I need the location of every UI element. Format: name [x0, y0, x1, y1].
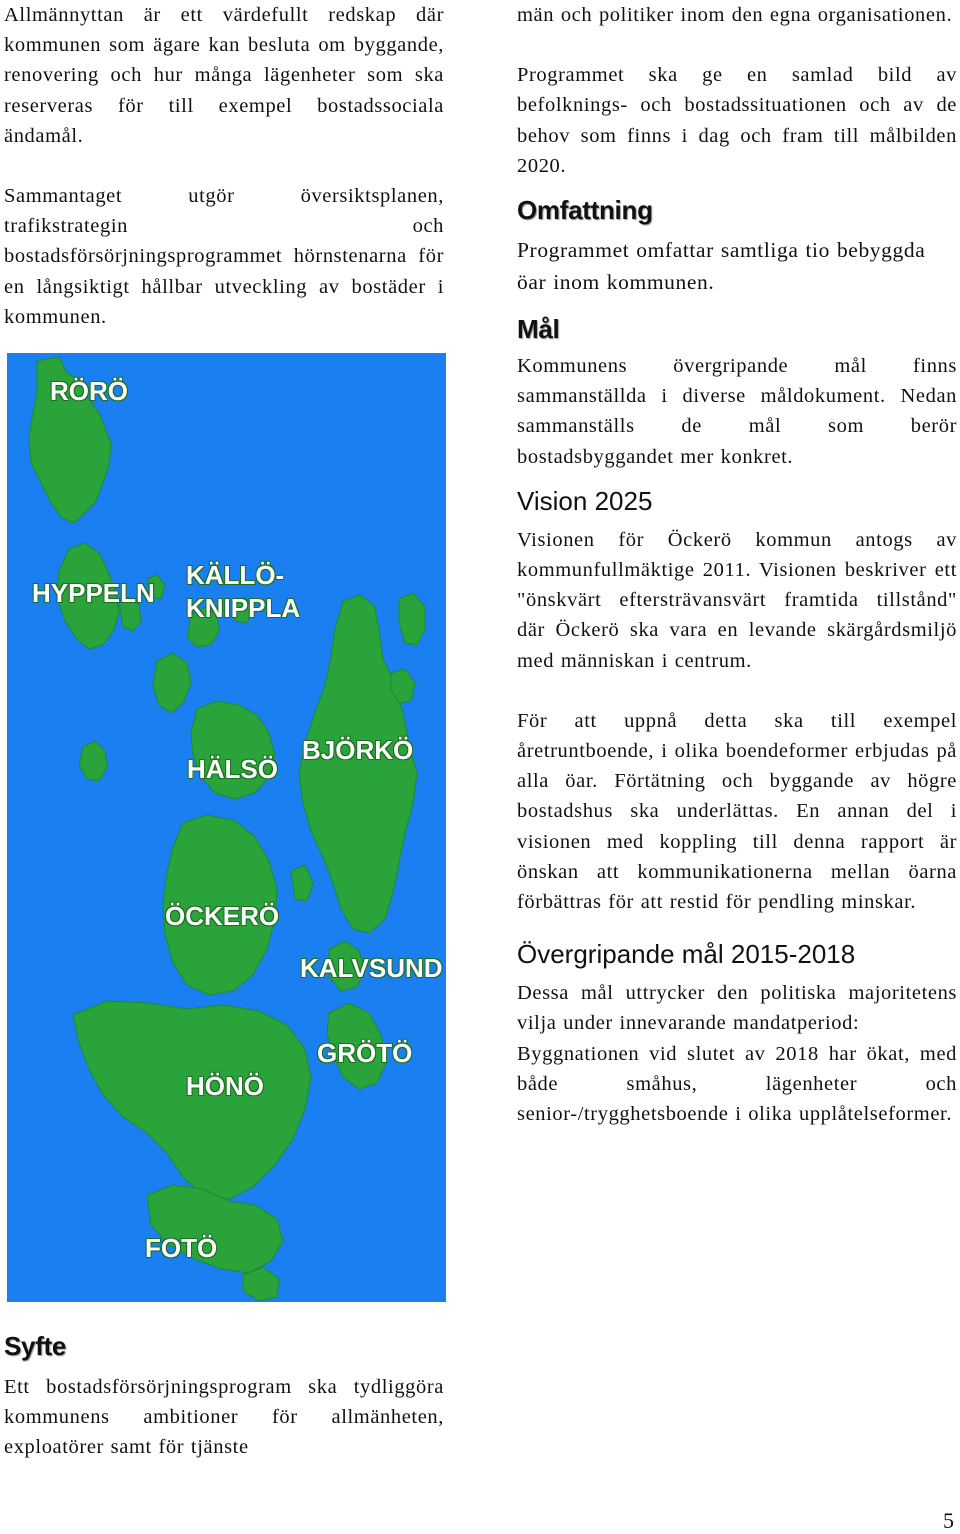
map-label-kallo-line2: KNIPPLA	[186, 593, 301, 623]
intro-paragraph-allmannyttan: Allmännyttan är ett värdefullt redskap där kommunen som ägare kan besluta om byggande, renovering och hur många lägenheter som ska reserveras för till exempel bostadssociala ändamål.	[4, 4, 444, 147]
map-label-hyppeln: HYPPELN	[32, 578, 155, 608]
vision-paragraph-1: Visionen för Öckerö kommun antogs av kommunfullmäktige 2011. Visionen beskriver ett "önskvärt eftersträvansvärt framtida tillstånd" där Öckerö ska vara en levande skärgårdsmiljö med människan i centrum.	[517, 528, 957, 672]
left-column	[4, 0, 444, 332]
island-map-shapes	[7, 353, 446, 1302]
vision-heading: Vision 2025	[517, 485, 653, 516]
mal-paragraph: Kommunens övergripande mål finns sammanställda i diverse måldokument. Nedan sammanställs de mål som berör bostadsbyggandet mer konkret.	[517, 355, 957, 468]
syfte-paragraph: Ett bostadsförsörjningsprogram ska tydliggöra kommunens ambitioner för allmänheten, exploatörer samt för tjänste	[4, 1376, 444, 1459]
map-label-ockero: ÖCKERÖ	[165, 901, 280, 931]
map-label-halso: HÄLSÖ	[187, 754, 278, 784]
map-label-kalvsund: KALVSUND	[300, 953, 443, 983]
overgripande-heading: Övergripande mål 2015-2018	[517, 939, 856, 970]
continued-paragraph: män och politiker inom den egna organisationen.	[517, 4, 953, 26]
map-label-bjorko: BJÖRKÖ	[302, 735, 414, 765]
island-map	[7, 353, 446, 1302]
omfattning-heading: Omfattning	[517, 195, 653, 226]
map-label-hono: HÖNÖ	[186, 1071, 264, 1101]
syfte-section	[4, 1331, 444, 1463]
map-label-foto: FOTÖ	[145, 1233, 218, 1263]
map-label-groto: GRÖTÖ	[317, 1038, 413, 1068]
mal-heading: Mål	[517, 314, 560, 345]
syfte-heading: Syfte	[4, 1331, 67, 1361]
map-label-kallo-line1: KÄLLÖ-	[186, 560, 285, 590]
vision-paragraph-2: För att uppnå detta ska till exempel åretruntboende, i olika boendeformer erbjudas på alla öar. Förtätning och byggande av högre bostadshus ska underlättas. En annan del i visionen med koppling till denna rapport är önskan att kommunikationerna mellan öarna förbättras för att restid för pendling minskar.	[517, 709, 957, 914]
page-number: 5	[943, 1508, 954, 1533]
right-column	[517, 0, 957, 1129]
omfattning-paragraph: Programmet omfattar samtliga tio bebyggda öar inom kommunen.	[517, 238, 926, 295]
overgripande-paragraph-2: Byggnationen vid slutet av 2018 har ökat, med både småhus, lägenheter och senior-/trygghetsboende i olika upplåtelseformer.	[517, 1042, 957, 1126]
programmet-paragraph: Programmet ska ge en samlad bild av befolknings- och bostadssituationen och av de behov som finns i dag och fram till målbilden 2020.	[517, 64, 957, 177]
intro-paragraph-sammantaget: Sammantaget utgör översiktsplanen, trafikstrategin och bostadsförsörjningsprogrammet hörnstenarna för en långsiktigt hållbar utveckling av bostäder i kommunen.	[4, 185, 444, 328]
map-label-roro: RÖRÖ	[50, 376, 128, 406]
overgripande-paragraph-1: Dessa mål uttrycker den politiska majoritetens vilja under innevarande mandatperiod:	[517, 982, 957, 1035]
